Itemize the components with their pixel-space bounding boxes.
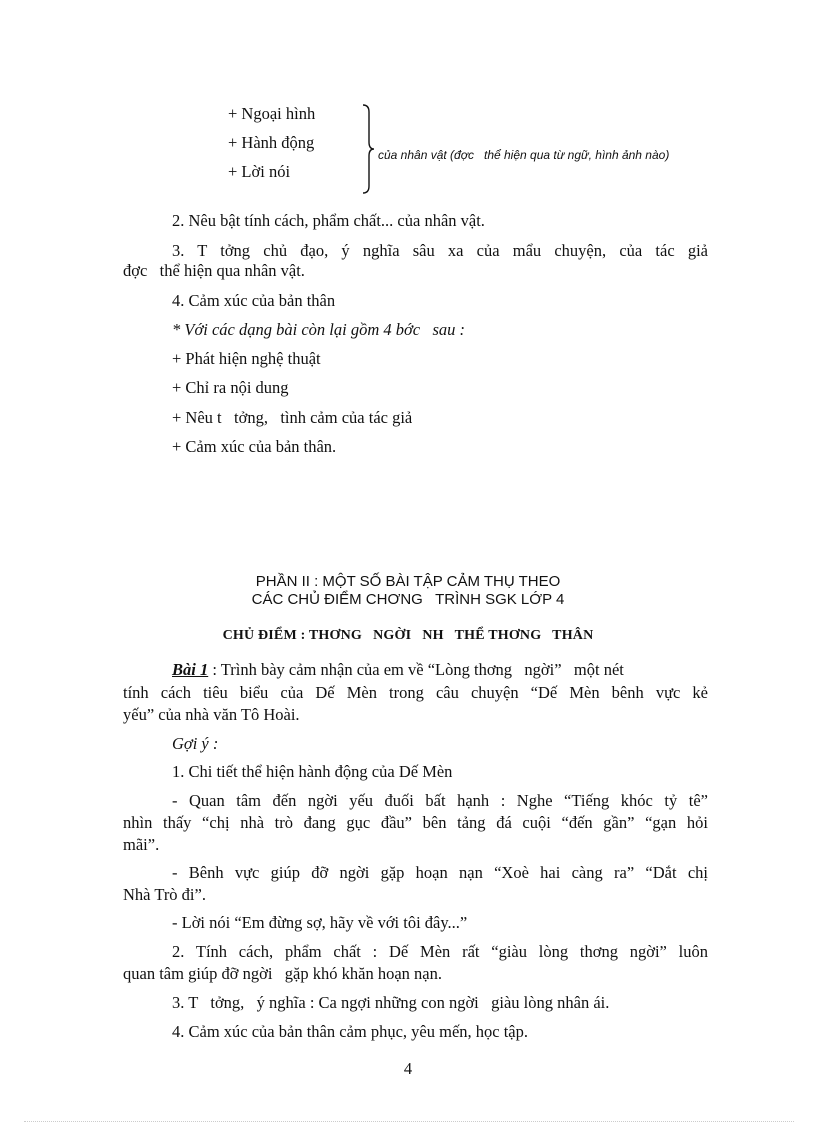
exercise-1-label: Bài 1 [172, 660, 209, 679]
step-item: + Chỉ ra nội dung [172, 378, 289, 397]
point-3-line-1: 3. T tởng chủ đạo, ý nghĩa sâu xa của mẩu chuyện, của tác giả [172, 241, 708, 260]
right-brace-icon [362, 104, 374, 194]
hint-1b-line-1: - Bênh vực giúp đỡ ngời gặp hoạn nạn “Xoè hai càng ra” “Dắt chị [172, 863, 708, 882]
hint-4: 4. Cảm xúc của bản thân cảm phục, yêu mến, học tập. [172, 1022, 529, 1041]
hint-2-line-2: quan tâm giúp đỡ ngời gặp khó khăn hoạn nạn. [123, 964, 442, 983]
aspect-item-action: + Hành động [228, 133, 315, 152]
point-4: 4. Cảm xúc của bản thân [172, 291, 336, 310]
hint-1b-line-2: Nhà Trò đi”. [123, 885, 206, 904]
aspect-item-appearance: + Ngoại hình [228, 104, 316, 123]
step-item: + Cảm xúc của bản thân. [172, 437, 337, 456]
part-title-line-2: CÁC CHỦ ĐIỂM CHƠNG TRÌNH SGK LỚP 4 [251, 591, 565, 608]
other-forms-heading: * Với các dạng bài còn lại gồm 4 bớc sau : [172, 320, 466, 339]
hint-label: Gợi ý : [172, 734, 219, 753]
point-3-line-2: đợc thể hiện qua nhân vật. [123, 261, 305, 280]
brace-note: của nhân vật (đợc thể hiện qua từ ngữ, hình ảnh nào) [378, 148, 670, 162]
aspect-item-speech: + Lời nói [228, 162, 291, 181]
theme-heading: CHỦ ĐIỂM : THƠNG NGỜI NH THỂ THƠNG THÂN [222, 628, 594, 643]
hint-1c: - Lời nói “Em đừng sợ, hãy về với tôi đây...” [172, 913, 468, 932]
hint-1a-line-1: - Quan tâm đến ngời yếu đuối bất hạnh : Nghe “Tiếng khóc tỷ tê” [172, 791, 708, 810]
step-item: + Nêu t tởng, tình cảm của tác giả [172, 408, 413, 427]
hint-3: 3. T tởng, ý nghĩa : Ca ngợi những con ngời giàu lòng nhân ái. [172, 993, 610, 1012]
hint-2-line-1: 2. Tính cách, phẩm chất : Dế Mèn rất “giàu lòng thơng ngời” luôn [172, 942, 708, 961]
hint-1a-line-3: mãi”. [123, 835, 160, 854]
step-item: + Phát hiện nghệ thuật [172, 349, 321, 368]
part-title-line-1: PHẦN II : MỘT SỐ BÀI TẬP CẢM THỤ THEO [255, 573, 561, 590]
exercise-1-prompt: : Trình bày cảm nhận của em về “Lòng thơng ngời” một nét [208, 660, 624, 679]
page-number: 4 [403, 1059, 413, 1078]
exercise-1-line-1 [172, 660, 624, 680]
exercise-1-line-2: tính cách tiêu biểu của Dế Mèn trong câu chuyện “Dế Mèn bênh vực kẻ [123, 683, 708, 702]
hint-1a-line-2: nhìn thấy “chị nhà trò đang gục đầu” bên tảng đá cuội “đến gần” “gạn hỏi [123, 813, 708, 832]
point-2: 2. Nêu bật tính cách, phẩm chất... của nhân vật. [172, 211, 485, 230]
exercise-1-line-3: yếu” của nhà văn Tô Hoài. [123, 705, 300, 724]
page-bottom-divider [24, 1121, 794, 1122]
hint-1: 1. Chi tiết thể hiện hành động của Dế Mèn [172, 762, 453, 781]
